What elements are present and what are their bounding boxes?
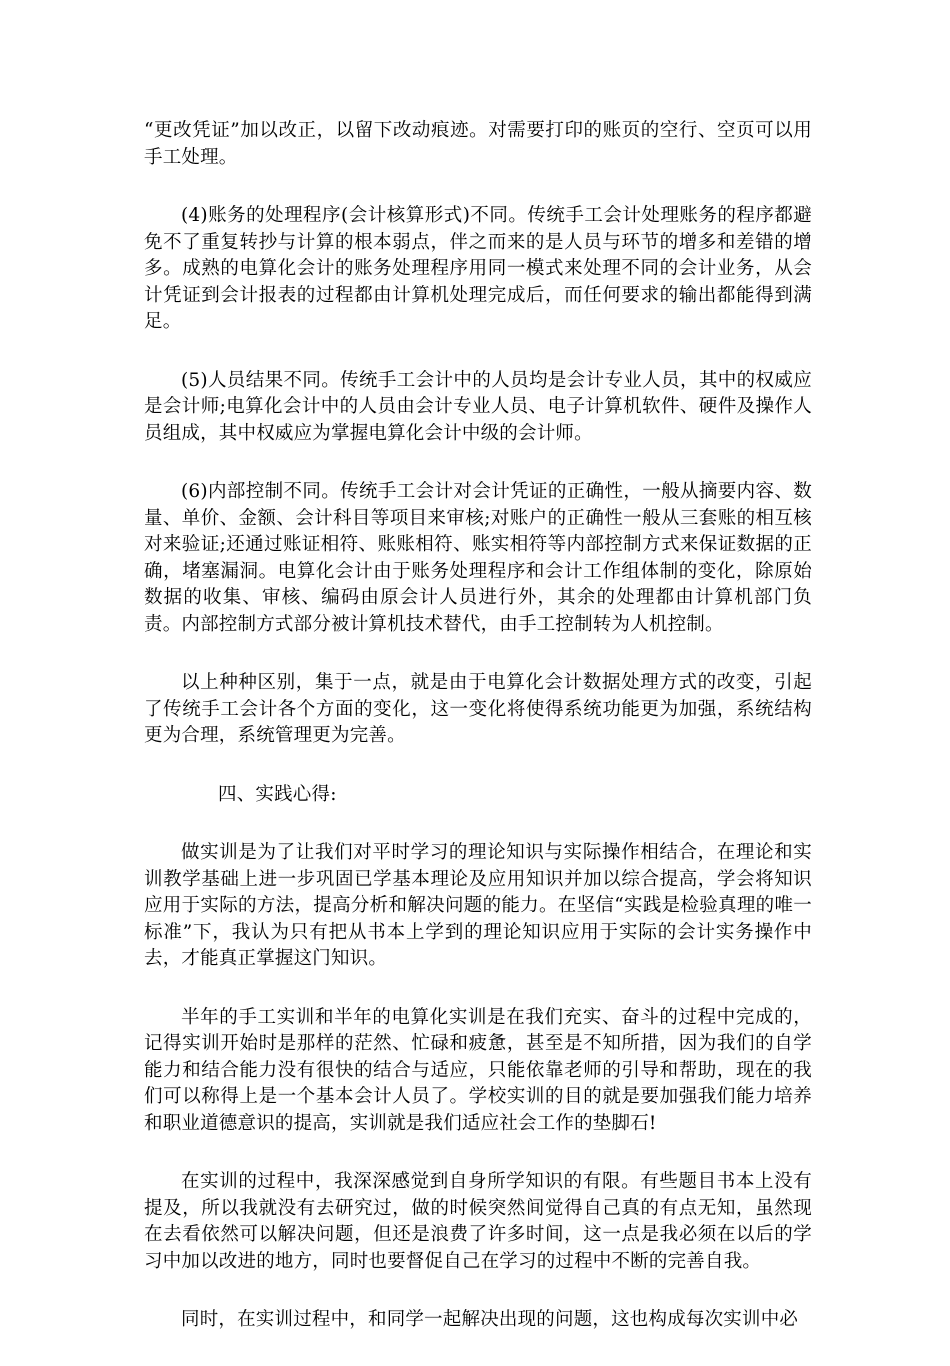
paragraph-internal-control: (6)内部控制不同。传统手工会计对会计凭证的正确性，一般从摘要内容、数量、单价、金额、会计科目等项目来审核;对账户的正确性一般从三套账的相互核对来验证;还通过账证相符、账账相符、账实相符等内部控制方式来保证数据的正确，堵塞漏洞。电算化会计由于账务处理程序和会计工作组体制的变化，除原始数据的收集、审核、编码由原会计人员进行外，其余的处理都由计算机部门负责。内部控制方式部分被计算机技术替代，由手工控制转为人机控制。 <box>144 481 812 635</box>
paragraph-knowledge-limits: 在实训的过程中，我深深感觉到自身所学知识的有限。有些题目书本上没有提及，所以我就没有去研究过，做的时候突然间觉得自己真的有点无知，虽然现在去看依然可以解决问题，但还是浪费了许多时间，这一点是我必须在以后的学习中加以改进的地方，同时也要督促自己在学习的过程中不断的完善自我。 <box>144 1171 812 1272</box>
paragraph-continuation: “更改凭证”加以改正，以留下改动痕迹。对需要打印的账页的空行、空页可以用手工处理。 <box>144 120 812 168</box>
paragraph-processing-procedure: (4)账务的处理程序(会计核算形式)不同。传统手工会计处理账务的程序都避免不了重复转抄与计算的根本弱点，伴之而来的是人员与环节的增多和差错的增多。成熟的电算化会计的账务处理程序用同一模式来处理不同的会计业务，从会计凭证到会计报表的过程都由计算机处理完成后，而任何要求的输出都能得到满足。 <box>144 205 812 332</box>
paragraph-practice-purpose: 做实训是为了让我们对平时学习的理论知识与实际操作相结合，在理论和实训教学基础上进一步巩固已学基本理论及应用知识并加以综合提高，学会将知识应用于实际的方法，提高分析和解决问题的能力。在坚信“实践是检验真理的唯一标准”下，我认为只有把从书本上学到的理论知识应用于实际的会计实务操作中去，才能真正掌握这门知识。 <box>144 842 812 969</box>
section-heading-practice: 四、实践心得: <box>218 783 337 805</box>
paragraph-training-experience: 半年的手工实训和半年的电算化实训是在我们充实、奋斗的过程中完成的，记得实训开始时是那样的茫然、忙碌和疲惫，甚至是不知所措，因为我们的自学能力和结合能力没有很快的结合与适应，只能依靠老师的引导和帮助，现在的我们可以称得上是一个基本会计人员了。学校实训的目的就是要加强我们能力培养和职业道德意识的提高，实训就是我们适应社会工作的垫脚石! <box>144 1006 812 1134</box>
paragraph-summary: 以上种种区别，集于一点，就是由于电算化会计数据处理方式的改变，引起了传统手工会计各个方面的变化，这一变化将使得系统功能更为加强，系统结构更为合理，系统管理更为完善。 <box>144 672 812 746</box>
paragraph-teamwork: 同时，在实训过程中，和同学一起解决出现的问题，这也构成每次实训中必 <box>181 1309 799 1330</box>
document-body <box>144 118 812 1366</box>
paragraph-personnel-structure: (5)人员结果不同。传统手工会计中的人员均是会计专业人员，其中的权威应是会计师;电算化会计中的人员由会计专业人员、电子计算机软件、硬件及操作人员组成，其中权威应为掌握电算化会计中级的会计师。 <box>144 369 812 444</box>
